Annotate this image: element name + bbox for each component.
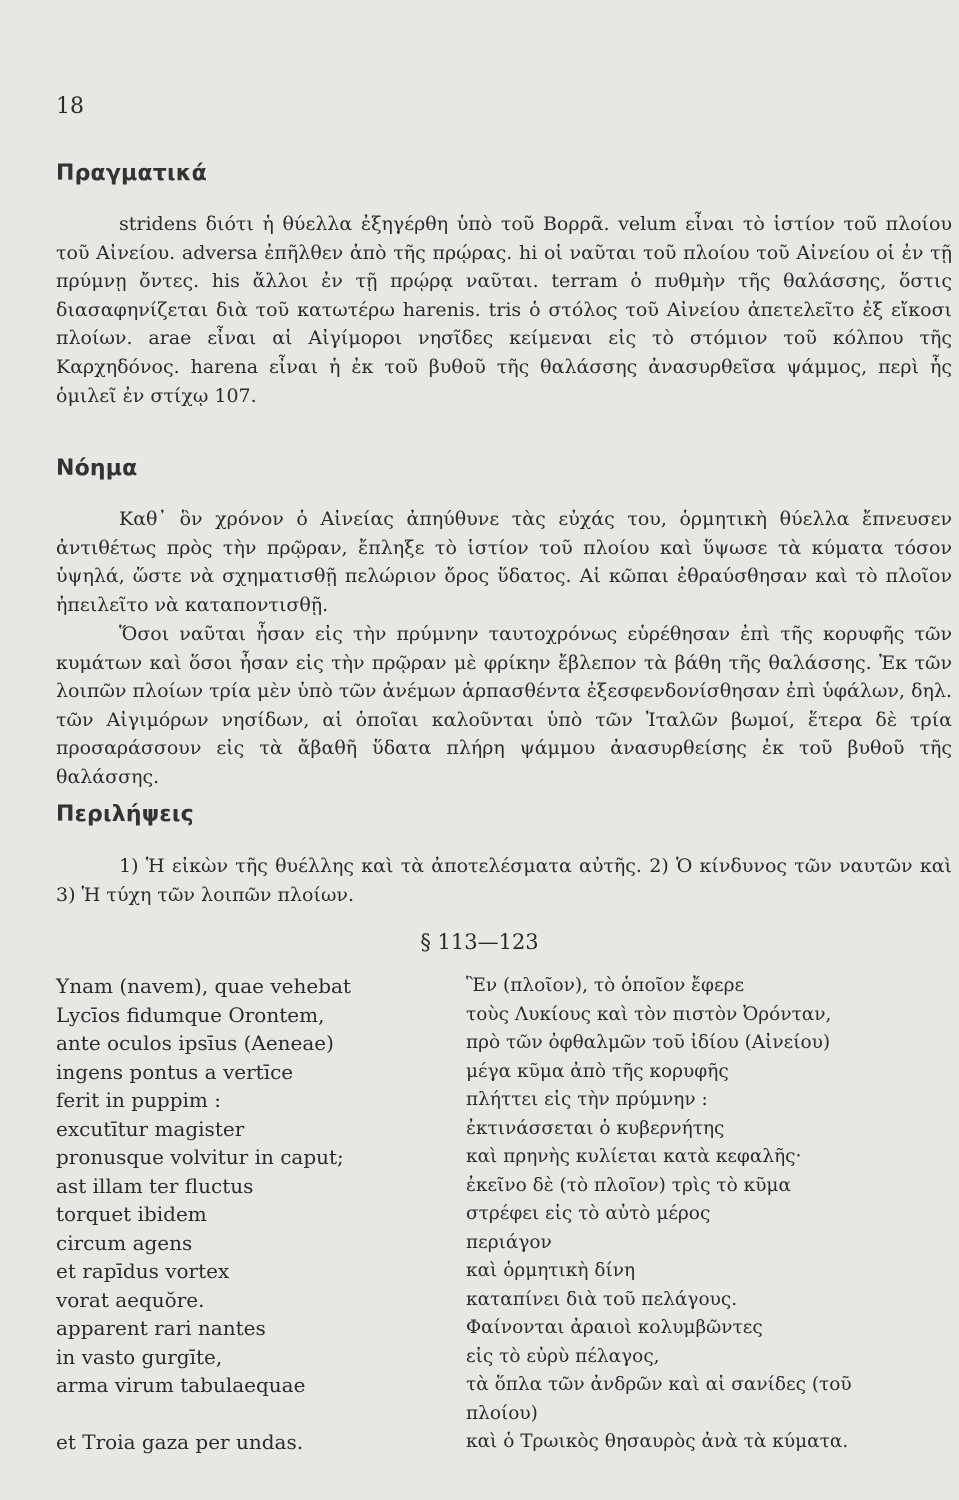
greek-translation-line: καταπίνει διὰ τοῦ πελάγους.	[466, 1288, 738, 1310]
greek-translation-line: πρὸ τῶν ὀφθαλμῶν τοῦ ἰδίου (Αἰνείου)	[466, 1032, 831, 1053]
greek-translation-column	[466, 972, 852, 1457]
greek-translation-line: πλήττει εἰς τὴν πρύμνην :	[466, 1089, 708, 1110]
greek-translation-line: τὰ ὅπλα τῶν ἀνδρῶν καὶ αἱ σανίδες (τοῦ	[466, 1374, 852, 1395]
latin-verse-line: Lycīos fidumque Orontem,	[56, 1002, 325, 1027]
latin-verse-line: excutītur magister	[56, 1116, 245, 1141]
latin-verse-line: et Troia gaza per undas.	[56, 1430, 304, 1454]
greek-translation-line: Φαίνονται ἀραιοὶ κολυμβῶντες	[466, 1317, 763, 1338]
verse-section-number: § 113—123	[420, 930, 539, 954]
greek-translation-line: μέγα κῦμα ἀπὸ τῆς κορυφῆς	[466, 1060, 729, 1082]
latin-verse-line: circum agens	[56, 1230, 193, 1255]
greek-translation-line: καὶ ὁρμητικὴ δίνη	[466, 1260, 636, 1281]
greek-translation-line: τοὺς Λυκίους καὶ τὸν πιστὸν Ὀρόνταν,	[466, 1003, 832, 1025]
greek-translation-line: πλοίου)	[466, 1402, 538, 1424]
greek-translation-line: καὶ πρηνὴς κυλίεται κατὰ κεφαλῆς·	[466, 1146, 802, 1167]
pragmatika-paragraph: stridens διότι ἡ θύελλα ἐξηγέρθη ὑπὸ τοῦ Βορρᾶ. velum εἶναι τὸ ἱστίον τοῦ πλοίου τοῦ Αἰνείου. adversa ἐπῆλθεν ἀπὸ τῆς πρῴρας. hi οἱ ναῦται τοῦ πλοίου τοῦ Αἰνείου οἱ ἐν τῇ πρύμνῃ ὄντες. his ἄλλοι ἐν τῇ πρῴρᾳ ναῦται. terram ὁ πυθμὴν τῆς θαλάσσης, ὅστις διασαφηνίζεται διὰ τοῦ κατωτέρω harenis. tris ὁ στόλος τοῦ Αἰνείου ἀπετελεῖτο ἐξ εἴκοσι πλοίων. arae εἶναι αἱ Αἰγίμοροι νησῖδες κείμεναι εἰς τὸ στόμιον τοῦ κόλπου τῆς Καρχηδόνος. harena εἶναι ἡ ἐκ τοῦ βυθοῦ τῆς θαλάσσης ἀνασυρθεῖσα ψάμμος, περὶ ἧς ὁμιλεῖ ἐν στίχῳ 107.	[56, 213, 952, 407]
greek-translation-line: Ἓν (πλοῖον), τὸ ὁποῖον ἔφερε	[466, 975, 745, 996]
greek-translation-line: εἰς τὸ εὐρὺ πέλαγος,	[466, 1345, 660, 1367]
greek-translation-line: περιάγον	[466, 1231, 552, 1253]
heading-pragmatika: Πραγματικά	[56, 161, 207, 186]
latin-verse-line: et rapīdus vortex	[56, 1259, 230, 1283]
latin-verse-line: in vasto gurgīte,	[56, 1344, 223, 1369]
latin-verse-line: ast illam ter fluctus	[56, 1173, 254, 1198]
heading-perilipseis: Περιλήψεις	[56, 802, 194, 827]
latin-verse-line: pronusque volvitur in caput;	[56, 1145, 344, 1169]
latin-verse-line: ferit in puppim :	[56, 1088, 221, 1112]
latin-verse-line: ingens pontus a vertīce	[56, 1059, 294, 1084]
latin-verse-line	[56, 1400, 351, 1429]
page-number: 18	[56, 94, 84, 119]
latin-verse-line: ante oculos ipsīus (Aeneae)	[56, 1031, 334, 1055]
heading-noima: Νόημα	[56, 456, 138, 481]
perilipseis-paragraph: 1) Ἡ εἰκὼν τῆς θυέλλης καὶ τὰ ἀποτελέσματα αὐτῆς. 2) Ὁ κίνδυνος τῶν ναυτῶν καὶ 3) Ἡ τύχη τῶν λοιπῶν πλοίων.	[56, 855, 952, 906]
latin-verse-column	[56, 972, 351, 1457]
greek-translation-line: ἐκτινάσσεται ὁ κυβερνήτης	[466, 1117, 725, 1139]
noima-paragraph-1: Καθ᾽ ὃν χρόνον ὁ Αἰνείας ἀπηύθυνε τὰς εὐχάς του, ὁρμητικὴ θύελλα ἔπνευσεν ἀντιθέτως πρὸς τὴν πρῷραν, ἔπληξε τὸ ἱστίον τοῦ πλοίου καὶ ὕψωσε τὰ κύματα τόσον ὑψηλά, ὥστε νὰ σχηματισθῇ πελώριον ὄρος ὕδατος. Αἱ κῶπαι ἐθραύσθησαν καὶ τὸ πλοῖον ἠπειλεῖτο νὰ καταποντισθῇ.	[56, 508, 952, 616]
greek-translation-line: ἐκεῖνο δὲ (τὸ πλοῖον) τρὶς τὸ κῦμα	[466, 1174, 791, 1196]
latin-verse-line: arma virum tabulaequae	[56, 1373, 306, 1397]
greek-translation-line: στρέφει εἰς τὸ αὐτὸ μέρος	[466, 1203, 711, 1224]
latin-verse-line: apparent rari nantes	[56, 1316, 266, 1340]
latin-verse-line: torquet ibidem	[56, 1202, 207, 1226]
noima-paragraph-2: Ὅσοι ναῦται ἦσαν εἰς τὴν πρύμνην ταυτοχρόνως εὑρέθησαν ἐπὶ τῆς κορυφῆς τῶν κυμάτων καὶ ὅσοι ἦσαν εἰς τὴν πρῷραν μὲ φρίκην ἔβλεπον τὰ βάθη τῆς θαλάσσης. Ἐκ τῶν λοιπῶν πλοίων τρία μὲν ὑπὸ τῶν ἀνέμων ἁρπασθέντα ἐξεσφενδονίσθησαν ἐπὶ ὑφάλων, δηλ. τῶν Αἰγιμόρων νησίδων, αἱ ὁποῖαι καλοῦνται ὑπὸ τῶν Ἰταλῶν βωμοί, ἕτερα δὲ τρία προσαράσσουν εἰς τὰ ἄβαθῆ ὕδατα πλήρη ψάμμου ἀνασυρθείσης ἐκ τοῦ βυθοῦ τῆς θαλάσσης.	[56, 623, 952, 788]
latin-verse-line: vorat aequŏre.	[56, 1287, 205, 1312]
latin-verse-line: Ynam (navem), quae vehebat	[56, 974, 351, 998]
greek-translation-line: καὶ ὁ Τρωικὸς θησαυρὸς ἀνὰ τὰ κύματα.	[466, 1431, 849, 1452]
